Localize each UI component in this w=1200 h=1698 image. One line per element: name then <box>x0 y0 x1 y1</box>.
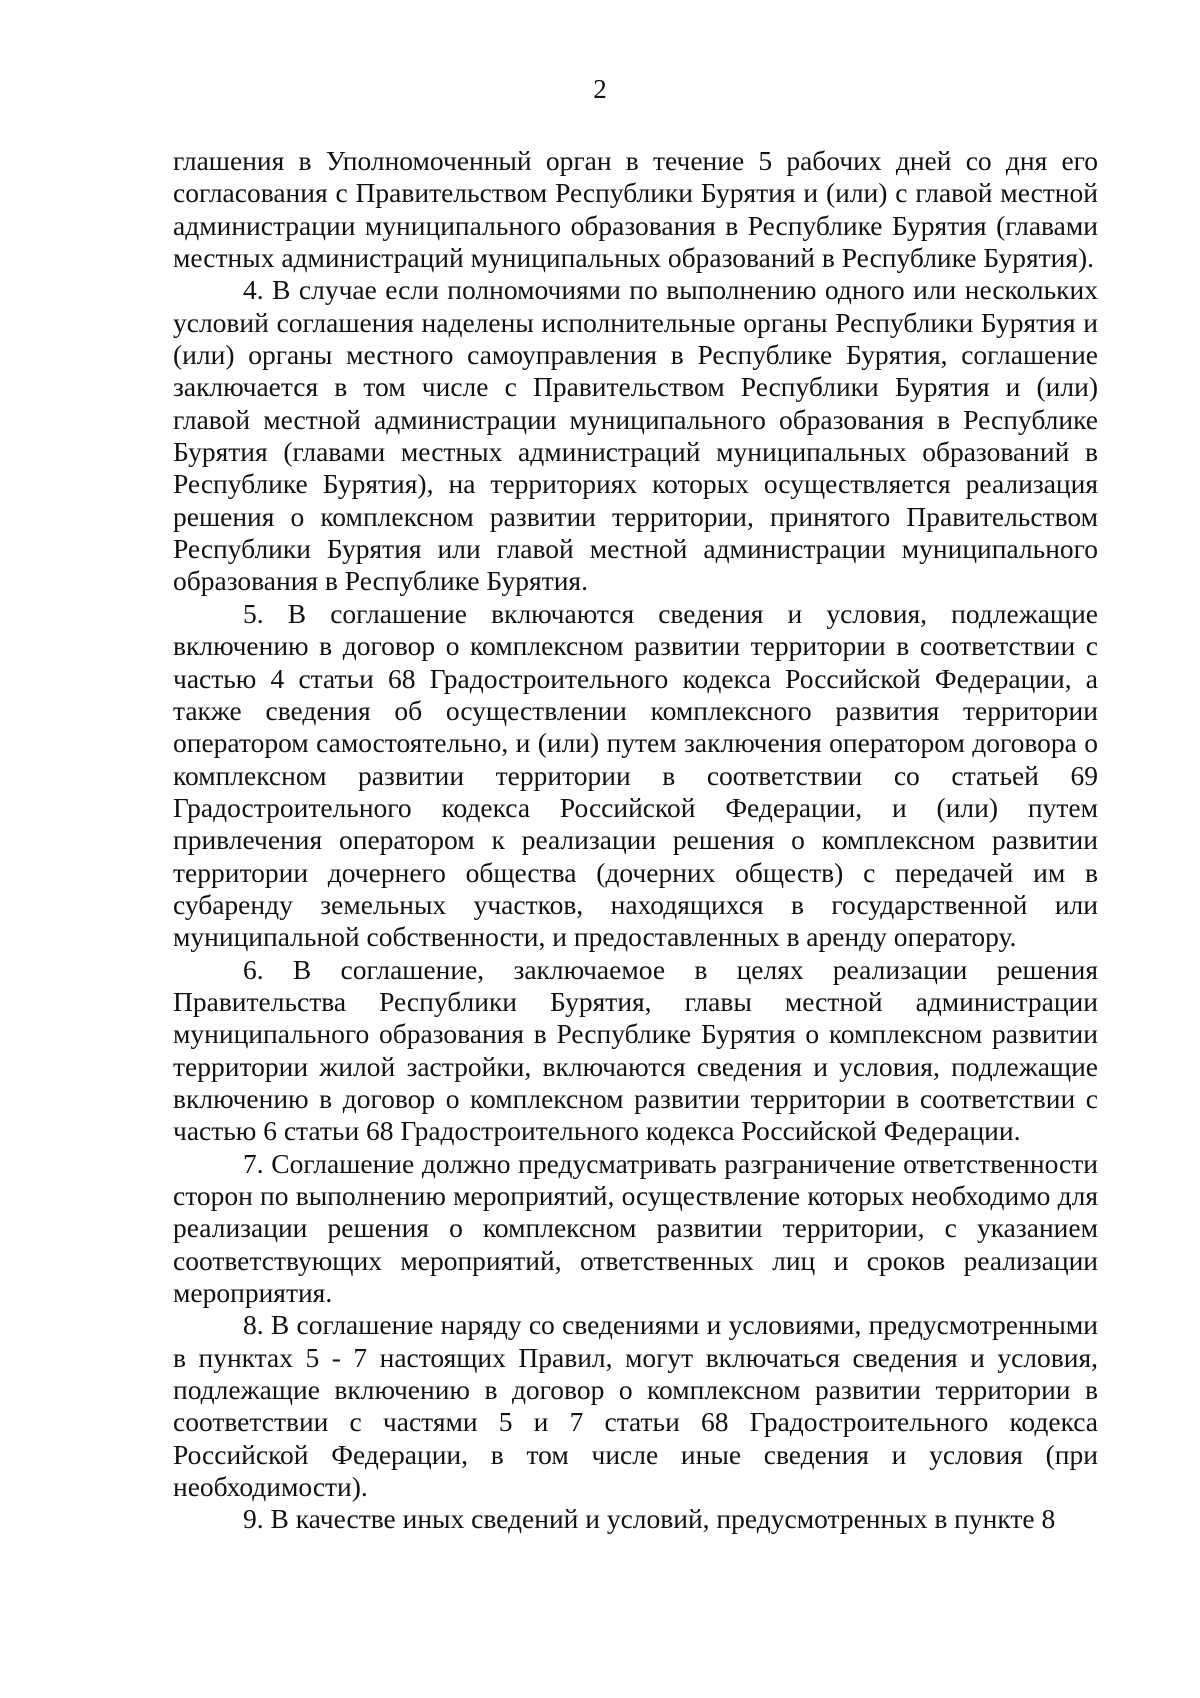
paragraph-item-9: 9. В качестве иных сведений и условий, предусмотренных в пункте 8 <box>243 1503 1056 1535</box>
paragraph-item-7: 7. Соглашение должно предусматривать разграничение ответственности сторон по выполнению мероприятий, осуществление которых необходимо для реализации решения о комплексном развитии территории, с указанием соответствующих мероприятий, ответственных лиц и сроков реализации мероприятия. <box>173 1147 1098 1309</box>
paragraph-item-6: 6. В соглашение, заключаемое в целях реализации решения Правительства Республики Бурятия, главы местной администрации муниципального образования в Республике Бурятия о комплексном развитии территории жилой застройки, включаются сведения и условия, подлежащие включению в договор о комплексном развитии территории в соответствии с частью 6 статьи 68 Градостроительного кодекса Российской Федерации. <box>173 953 1098 1147</box>
document-body <box>173 145 1098 1536</box>
paragraph-item-5: 5. В соглашение включаются сведения и условия, подлежащие включению в договор о комплексном развитии территории в соответствии с частью 4 статьи 68 Градостроительного кодекса Российской Федерации, а также сведения об осуществлении комплексного развития территории оператором самостоятельно, и (или) путем заключения оператором договора о комплексном развитии территории в соответствии со статьей 69 Градостроительного кодекса Российской Федерации, и (или) путем привлечения оператором к реализации решения о комплексном развитии территории дочернего общества (дочерних обществ) с передачей им в субаренду земельных участков, находящихся в государственной или муниципальной собственности, и предоставленных в аренду оператору. <box>173 597 1098 953</box>
page-number: 2 <box>593 74 607 104</box>
paragraph-item-8: 8. В соглашение наряду со сведениями и условиями, предусмотренными в пунктах 5 - 7 настоящих Правил, могут включаться сведения и условия, подлежащие включению в договор о комплексном развитии территории в соответствии с частями 5 и 7 статьи 68 Градостроительного кодекса Российской Федерации, в том числе иные сведения и условия (при необходимости). <box>173 1309 1098 1503</box>
paragraph-item-4: 4. В случае если полномочиями по выполнению одного или нескольких условий соглашения наделены исполнительные органы Республики Бурятия и (или) органы местного самоуправления в Республике Бурятия, соглашение заключается в том числе с Правительством Республики Бурятия и (или) главой местной администрации муниципального образования в Республике Бурятия (главами местных администраций муниципальных образований в Республике Бурятия), на территориях которых осуществляется реализация решения о комплексном развитии территории, принятого Правительством Республики Бурятия или главой местной администрации муниципального образования в Республике Бурятия. <box>173 274 1098 597</box>
paragraph-continuation: глашения в Уполномоченный орган в течение 5 рабочих дней со дня его согласования с Правительством Республики Бурятия и (или) с главой местной администрации муниципального образования в Республике Бурятия (главами местных администраций муниципальных образований в Республике Бурятия). <box>173 145 1098 274</box>
